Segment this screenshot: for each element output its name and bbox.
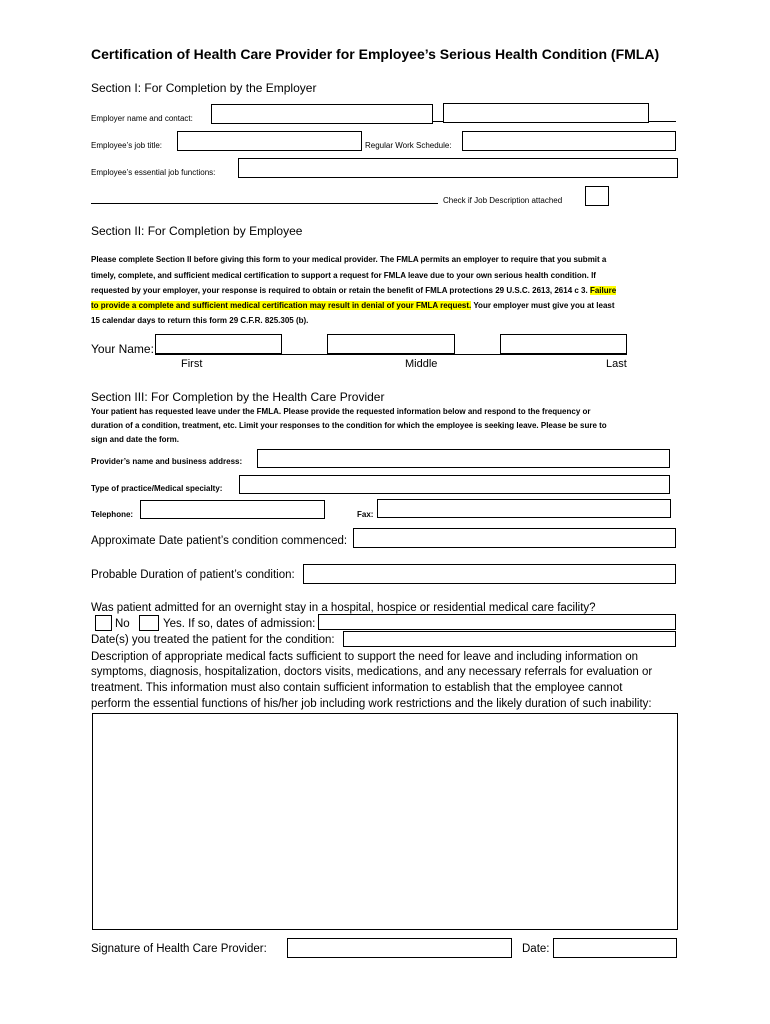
date-label: Date:: [522, 943, 550, 955]
no-checkbox[interactable]: [95, 615, 112, 631]
job-desc-attached-checkbox[interactable]: [585, 186, 609, 206]
description-line-4: perform the essential functions of his/her job including work restrictions and the likely duration of such inability:: [91, 698, 652, 710]
section-3-heading: Section III: For Completion by the Health Care Provider: [91, 390, 385, 404]
fax-field[interactable]: [377, 499, 671, 518]
section-2-para-line-2: timely, complete, and sufficient medical certification to support a request for FMLA leave due to your own serious health condition. If: [91, 271, 596, 280]
section-2-para-line-3: [91, 283, 616, 299]
dates-treated-field[interactable]: [343, 631, 676, 647]
telephone-label: Telephone:: [91, 510, 134, 519]
description-line-2: symptoms, diagnosis, hospitalization, doctors visits, medications, and any necessary referrals for evaluation or: [91, 666, 653, 678]
medical-facts-textarea[interactable]: [92, 713, 678, 930]
middle-caption: Middle: [405, 358, 438, 370]
job-functions-label: Employee’s essential job functions:: [91, 168, 216, 177]
failure-highlight-text: to provide a complete and sufficient medical certification may result in denial of your FMLA request.: [91, 301, 472, 310]
practice-label: Type of practice/Medical specialty:: [91, 484, 223, 493]
section-1-heading: Section I: For Completion by the Employer: [91, 81, 317, 95]
last-caption: Last: [606, 358, 627, 370]
date-commenced-field[interactable]: [353, 528, 676, 548]
work-schedule-field[interactable]: [462, 131, 676, 151]
job-title-label: Employee’s job title:: [91, 141, 162, 150]
telephone-field[interactable]: [140, 500, 325, 519]
provider-name-label: Provider’s name and business address:: [91, 457, 243, 466]
section-2-para-line-1: Please complete Section II before giving this form to your medical provider. The FMLA permits an employer to require that you submit a: [91, 255, 607, 264]
duration-field[interactable]: [303, 564, 676, 584]
first-name-field[interactable]: [155, 334, 282, 354]
failure-highlight-start: Failure: [589, 286, 617, 295]
admission-dates-field[interactable]: [318, 614, 676, 630]
your-name-label: Your Name:: [91, 342, 154, 356]
employer-name-label: Employer name and contact:: [91, 114, 193, 123]
section-2-para-line-4: [91, 298, 615, 314]
date-commenced-label: Approximate Date patient’s condition commenced:: [91, 535, 348, 547]
overnight-question: Was patient admitted for an overnight stay in a hospital, hospice or residential medical care facility?: [91, 602, 596, 614]
section-2-heading: Section II: For Completion by Employee: [91, 224, 303, 238]
signature-field[interactable]: [287, 938, 512, 958]
signature-label: Signature of Health Care Provider:: [91, 943, 267, 955]
job-title-field[interactable]: [177, 131, 362, 151]
para-line-4-text: Your employer must give you at least: [471, 301, 615, 310]
no-label: No: [115, 618, 130, 630]
last-name-field[interactable]: [500, 334, 627, 354]
section-3-para-line-2: duration of a condition, treatment, etc. Limit your responses to the condition for which the employee is seeking leave. Please be sure to: [91, 421, 607, 430]
job-functions-line-2: [91, 203, 438, 204]
fax-label: Fax:: [357, 510, 374, 519]
section-2-para-line-5: 15 calendar days to return this form 29 C.F.R. 825.305 (b).: [91, 316, 309, 325]
yes-checkbox[interactable]: [139, 615, 159, 631]
employer-name-field[interactable]: [211, 104, 433, 124]
dates-treated-label: Date(s) you treated the patient for the condition:: [91, 634, 335, 646]
section-3-para-line-3: sign and date the form.: [91, 435, 180, 444]
form-title: Certification of Health Care Provider for Employee’s Serious Health Condition (FMLA): [91, 46, 660, 62]
practice-field[interactable]: [239, 475, 670, 494]
date-field[interactable]: [553, 938, 677, 958]
middle-name-field[interactable]: [327, 334, 455, 354]
work-schedule-label: Regular Work Schedule:: [365, 141, 452, 150]
yes-label: Yes. If so, dates of admission:: [163, 618, 316, 630]
duration-label: Probable Duration of patient’s condition:: [91, 569, 295, 581]
your-name-underline: [155, 354, 627, 355]
provider-name-field[interactable]: [257, 449, 670, 468]
job-desc-attached-label: Check if Job Description attached: [443, 196, 563, 205]
description-line-3: treatment. This information must also contain sufficient information to establish that the employee cannot: [91, 682, 623, 694]
employer-contact-field[interactable]: [443, 103, 649, 123]
para-line-3-text: requested by your employer, your response is required to obtain or retain the benefit of FMLA protections 29 U.S.C. 2613, 2614 c 3.: [91, 286, 590, 295]
first-caption: First: [181, 358, 203, 370]
job-functions-field[interactable]: [238, 158, 678, 178]
section-3-para-line-1: Your patient has requested leave under the FMLA. Please provide the requested information below and respond to the frequency or: [91, 407, 591, 416]
description-line-1: Description of appropriate medical facts sufficient to support the need for leave and including information on: [91, 651, 638, 663]
